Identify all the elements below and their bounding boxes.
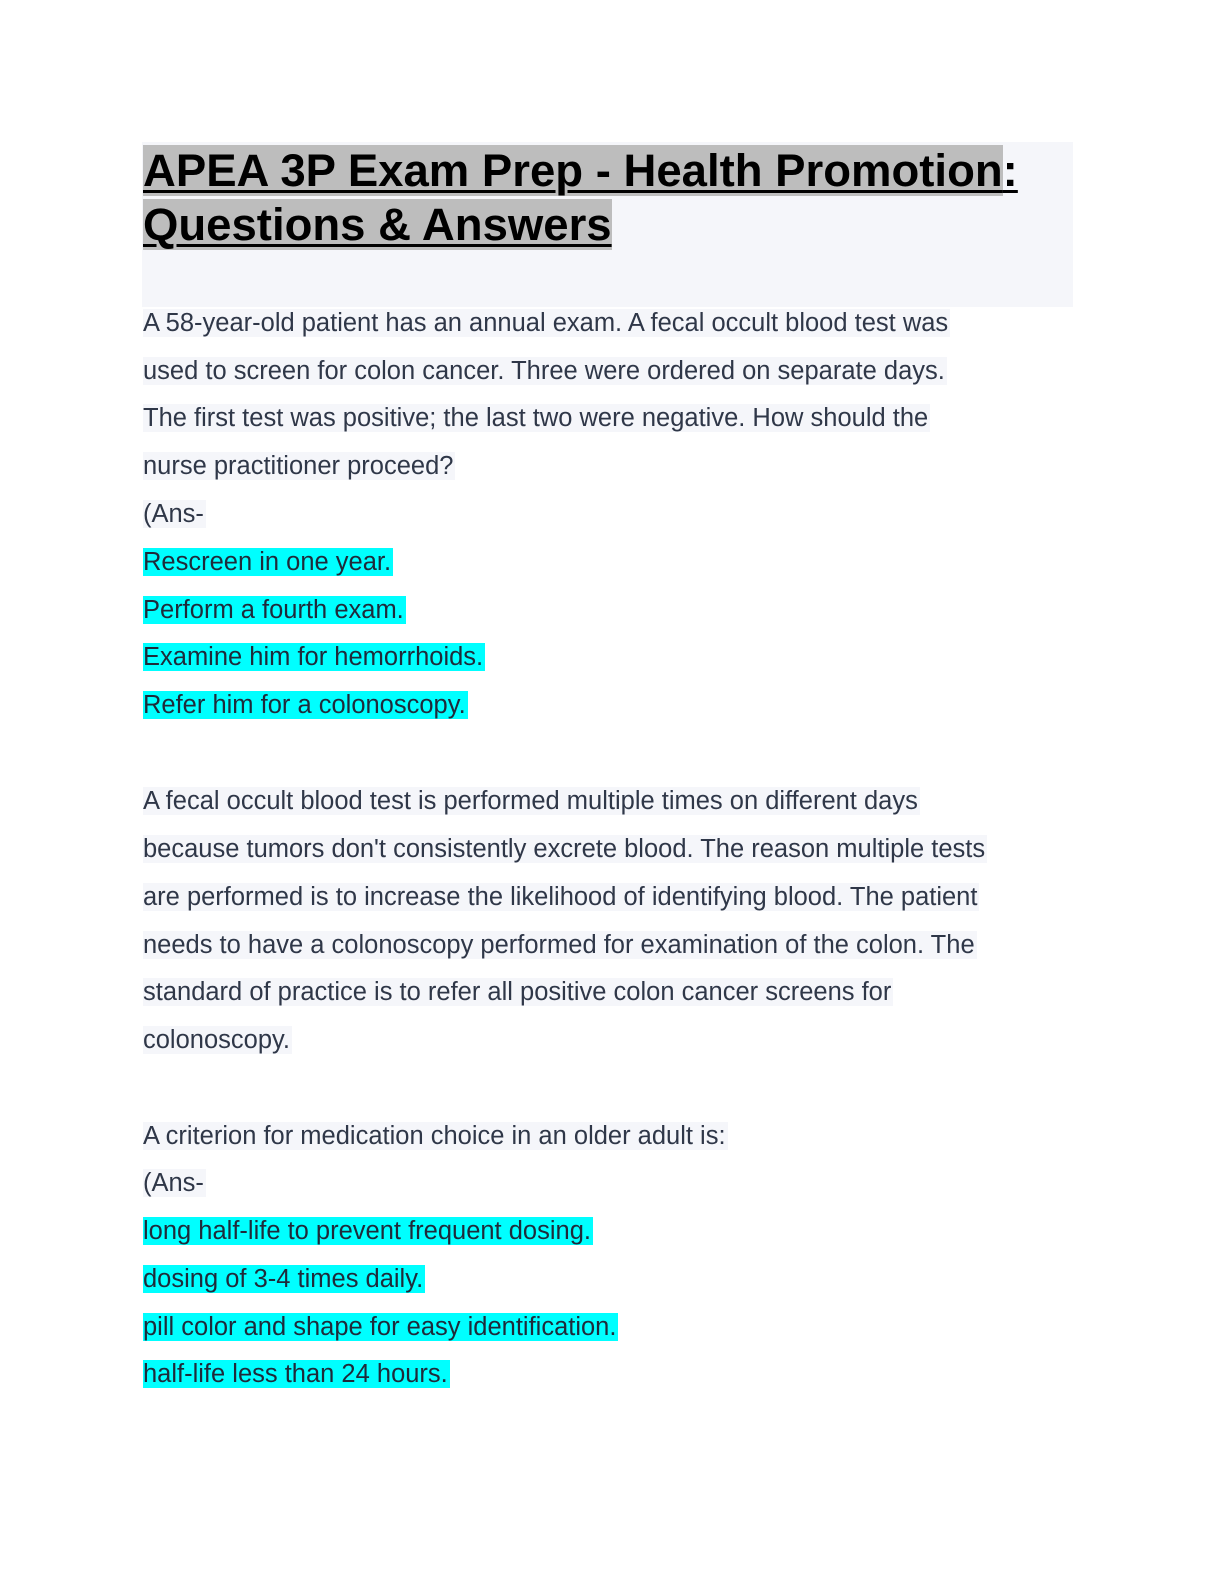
title-colon: : (1002, 145, 1018, 196)
question-2-answer-prefix: (Ans- (143, 1169, 204, 1197)
question-1-line-1: A 58-year-old patient has an annual exam. A fecal occult blood test was (143, 309, 949, 337)
question-1-option-4: Refer him for a colonoscopy. (143, 691, 466, 719)
explanation-1-line-5: standard of practice is to refer all positive colon cancer screens for (143, 978, 892, 1006)
question-1-option-3: Examine him for hemorrhoids. (143, 643, 484, 671)
title-highlight: Questions & Answers (143, 199, 612, 250)
explanation-1-line-2: because tumors don't consistently excrete blood. The reason multiple tests (143, 835, 986, 863)
question-2-option-3: pill color and shape for easy identification. (143, 1313, 617, 1341)
question-2-option-2: dosing of 3-4 times daily. (143, 1265, 424, 1293)
question-1-line-3: The first test was positive; the last two were negative. How should the (143, 404, 929, 432)
question-1-option-1: Rescreen in one year. (143, 548, 392, 576)
explanation-1-line-1: A fecal occult blood test is performed multiple times on different days (143, 787, 918, 815)
explanation-1-line-6: colonoscopy. (143, 1026, 290, 1054)
explanation-1-line-3: are performed is to increase the likelihood of identifying blood. The patient (143, 883, 978, 911)
question-2-option-4: half-life less than 24 hours. (143, 1360, 448, 1388)
page-title-line-2 (143, 199, 612, 251)
question-1-line-4: nurse practitioner proceed? (143, 452, 454, 480)
explanation-1-line-4: needs to have a colonoscopy performed for examination of the colon. The (143, 931, 975, 959)
question-2-line-1: A criterion for medication choice in an older adult is: (143, 1122, 726, 1150)
question-1-answer-prefix: (Ans- (143, 500, 204, 528)
question-2-option-1: long half-life to prevent frequent dosing. (143, 1217, 591, 1245)
page-title-line-1 (143, 145, 1018, 197)
title-highlight: APEA 3P Exam Prep - Health Promotion (143, 145, 1003, 196)
question-1-line-2: used to screen for colon cancer. Three were ordered on separate days. (143, 357, 945, 385)
question-1-option-2: Perform a fourth exam. (143, 596, 404, 624)
